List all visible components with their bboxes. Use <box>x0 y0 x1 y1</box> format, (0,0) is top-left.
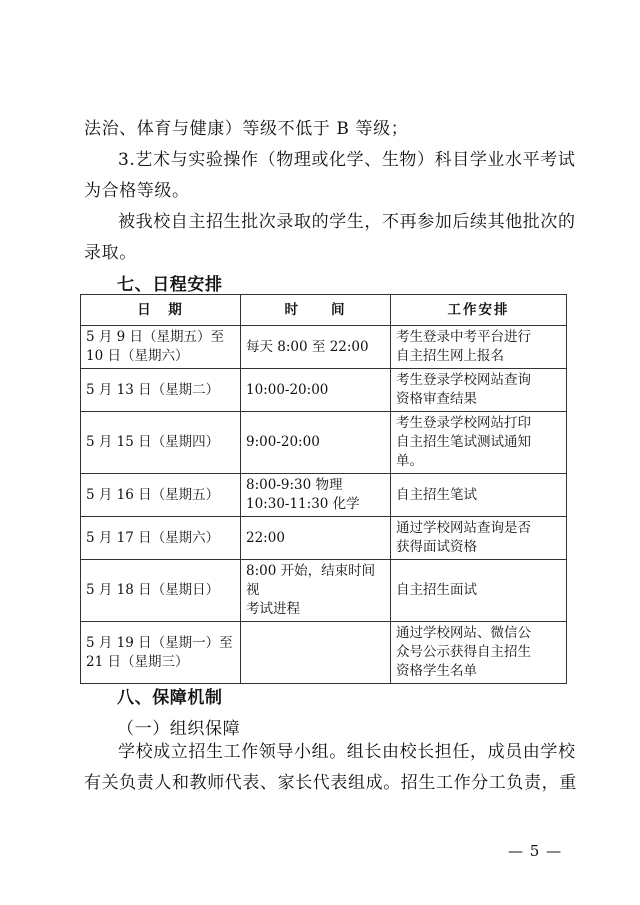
task-cell-line: 通过学校网站、微信公 <box>396 625 531 641</box>
time-cell <box>241 326 391 369</box>
task-cell-line: 通过学校网站查询是否 <box>396 520 531 536</box>
time-cell <box>241 412 391 474</box>
paragraph-admission-note: 被我校自主招生批次录取的学生，不再参加后续其他批次的录取。 <box>84 212 576 263</box>
task-cell-line: 自主招生网上报名 <box>396 348 504 364</box>
date-cell-line: 5 月 19 日（星期一）至 <box>86 634 233 651</box>
date-cell <box>81 560 241 622</box>
date-cell <box>81 412 241 474</box>
date-cell <box>81 474 241 517</box>
task-cell-line: 获得面试资格 <box>396 539 477 555</box>
task-cell <box>391 369 567 412</box>
task-cell <box>391 560 567 622</box>
task-cell-line: 考生登录中考平台进行 <box>396 329 531 345</box>
task-cell-line: 自主招生面试 <box>396 582 477 598</box>
date-cell <box>81 517 241 560</box>
paragraph-organization-body: 学校成立招生工作领导小组。组长由校长担任，成员由学校有关负责人和教师代表、家长代表组成。招生工作分工负责，重 <box>84 742 577 793</box>
date-cell-line: 5 月 9 日（星期五）至 <box>86 329 225 345</box>
date-cell <box>81 369 241 412</box>
paragraph-grade-requirement: 法治、体育与健康）等级不低于 B 等级； <box>84 119 409 139</box>
task-cell-line: 资格审查结果 <box>396 391 477 407</box>
time-cell <box>241 560 391 622</box>
schedule-table <box>80 294 567 684</box>
header-time: 时 间 <box>241 295 391 326</box>
time-cell <box>241 517 391 560</box>
table-header-row <box>81 295 567 326</box>
date-cell-line: 5 月 13 日（星期二） <box>86 381 220 398</box>
table-row <box>81 560 567 622</box>
task-cell-line: 考生登录学校网站查询 <box>396 372 531 388</box>
time-cell <box>241 622 391 684</box>
time-cell-line: 10:30-11:30 化学 <box>246 496 360 512</box>
table-row <box>81 326 567 369</box>
task-cell-line: 资格学生名单 <box>396 663 477 679</box>
date-cell-line: 10 日（星期六） <box>86 348 189 364</box>
time-cell-line: 9:00-20:00 <box>246 434 320 450</box>
task-cell-line: 众号公示获得自主招生 <box>396 644 531 660</box>
time-cell-line: 考试进程 <box>246 601 300 617</box>
section-7-heading: 七、日程安排 <box>117 275 223 295</box>
table-row <box>81 369 567 412</box>
time-cell-line: 8:00 开始，结束时间视 <box>246 563 376 598</box>
task-cell <box>391 412 567 474</box>
task-cell <box>391 517 567 560</box>
time-cell-line: 每天 8:00 至 22:00 <box>246 338 369 355</box>
date-cell-line: 5 月 18 日（星期日） <box>86 582 220 598</box>
task-cell-line: 自主招生笔试测试通知 <box>396 434 531 450</box>
task-cell <box>391 326 567 369</box>
task-cell-line: 单。 <box>396 453 423 469</box>
task-cell <box>391 622 567 684</box>
time-cell-line: 22:00 <box>246 529 285 546</box>
subsection-organization-heading: （一）组织保障 <box>117 719 241 739</box>
paragraph-art-experiment: 3.艺术与实验操作（物理或化学、生物）科目学业水平考试为合格等级。 <box>84 150 576 201</box>
time-cell-line: 8:00-9:30 物理 <box>246 477 343 493</box>
table-row <box>81 517 567 560</box>
time-cell <box>241 369 391 412</box>
date-cell <box>81 622 241 684</box>
task-cell-line: 考生登录学校网站打印 <box>396 415 531 431</box>
task-cell <box>391 474 567 517</box>
date-cell-line: 5 月 15 日（星期四） <box>86 434 220 450</box>
header-date: 日 期 <box>81 295 241 326</box>
date-cell-line: 5 月 16 日（星期五） <box>86 486 220 503</box>
table-row <box>81 474 567 517</box>
date-cell-line: 5 月 17 日（星期六） <box>86 529 220 546</box>
page-number: — 5 — <box>508 842 563 860</box>
time-cell <box>241 474 391 517</box>
time-cell-line: 10:00-20:00 <box>246 381 329 398</box>
task-cell-line: 自主招生笔试 <box>396 486 477 503</box>
section-8-heading: 八、保障机制 <box>117 688 223 708</box>
table-row <box>81 412 567 474</box>
table-row <box>81 622 567 684</box>
date-cell <box>81 326 241 369</box>
header-task: 工作安排 <box>391 295 567 326</box>
date-cell-line: 21 日（星期三） <box>86 653 189 670</box>
